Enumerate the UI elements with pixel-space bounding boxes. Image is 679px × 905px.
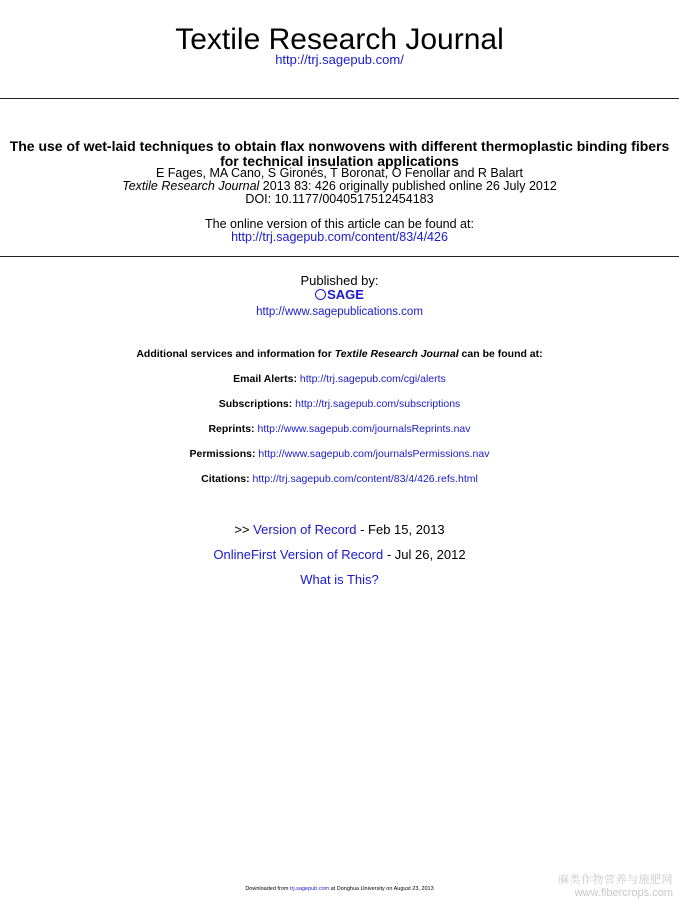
online-first-line — [0, 547, 679, 562]
site-watermark — [558, 874, 673, 900]
what-is-this-link[interactable]: What is This? — [300, 572, 379, 587]
service-label: Email Alerts: — [233, 373, 297, 385]
sage-logo[interactable] — [0, 287, 679, 302]
service-label: Citations: — [201, 473, 250, 485]
top-divider — [0, 98, 679, 99]
article-authors: E Fages, MA Cano, S Gironés, T Boronat, O Fenollar and R Balart — [155, 166, 524, 180]
online-first-date: - Jul 26, 2012 — [383, 547, 466, 562]
citation-journal-name: Textile Research Journal — [122, 179, 260, 193]
journal-url-line — [0, 52, 679, 67]
sage-logo-icon — [315, 289, 326, 300]
version-of-record-date: - Feb 15, 2013 — [356, 522, 445, 537]
journal-url-link[interactable]: http://trj.sagepub.com/ — [275, 52, 404, 67]
published-by-label: Published by: — [300, 273, 379, 288]
service-row-reprints — [0, 423, 679, 435]
service-row-citations — [0, 473, 679, 485]
service-row-email-alerts — [0, 373, 679, 385]
services-heading-prefix: Additional services and information for — [136, 348, 335, 360]
article-doi: DOI: 10.1177/0040517512454183 — [245, 192, 434, 206]
online-version-line — [0, 231, 679, 244]
version-marker: >> — [234, 522, 254, 537]
service-label: Subscriptions: — [218, 398, 293, 410]
service-link[interactable]: http://trj.sagepub.com/subscriptions — [295, 398, 461, 410]
publisher-url-line — [0, 305, 679, 320]
service-label: Reprints: — [208, 423, 255, 435]
watermark-url: www.fibercrops.com — [574, 887, 673, 899]
services-heading-suffix: can be found at: — [458, 348, 543, 360]
footer-prefix: Downloaded from — [245, 886, 290, 892]
service-label: Permissions: — [189, 448, 256, 460]
service-row-permissions — [0, 448, 679, 460]
article-title: The use of wet-laid techniques to obtain flax nonwovens with different thermoplastic binding fibers for technical insulation applications — [9, 138, 670, 169]
version-of-record-line — [0, 522, 679, 537]
what-is-this-line — [0, 572, 679, 587]
services-heading — [0, 348, 679, 360]
sage-logo-text: SAGE — [327, 287, 364, 302]
footer-suffix: at Donghua University on August 23, 2013 — [329, 886, 434, 892]
service-link[interactable]: http://trj.sagepub.com/cgi/alerts — [299, 373, 446, 385]
service-row-subscriptions — [0, 398, 679, 410]
watermark-cn: 麻类作物营养与施肥网 — [558, 874, 673, 886]
online-first-link[interactable]: OnlineFirst Version of Record — [213, 547, 384, 562]
service-link[interactable]: http://www.sagepub.com/journalsPermissions.nav — [258, 448, 490, 460]
citation-details: 2013 83: 426 originally published online 26 July 2012 — [259, 179, 557, 193]
version-of-record-link[interactable]: Version of Record — [253, 522, 357, 537]
footer-link[interactable]: trj.sagepub.com — [289, 886, 330, 892]
service-link[interactable]: http://trj.sagepub.com/content/83/4/426.refs.html — [252, 473, 478, 485]
publisher-url-link[interactable]: http://www.sagepublications.com — [256, 306, 423, 318]
service-link[interactable]: http://www.sagepub.com/journalsReprints.nav — [257, 423, 471, 435]
middle-divider — [0, 256, 679, 257]
online-version-text: The online version of this article can be found at: — [205, 217, 474, 231]
services-heading-journal: Textile Research Journal — [334, 348, 459, 360]
online-version-link[interactable]: http://trj.sagepub.com/content/83/4/426 — [231, 230, 448, 244]
journal-title: Textile Research Journal — [175, 23, 504, 56]
